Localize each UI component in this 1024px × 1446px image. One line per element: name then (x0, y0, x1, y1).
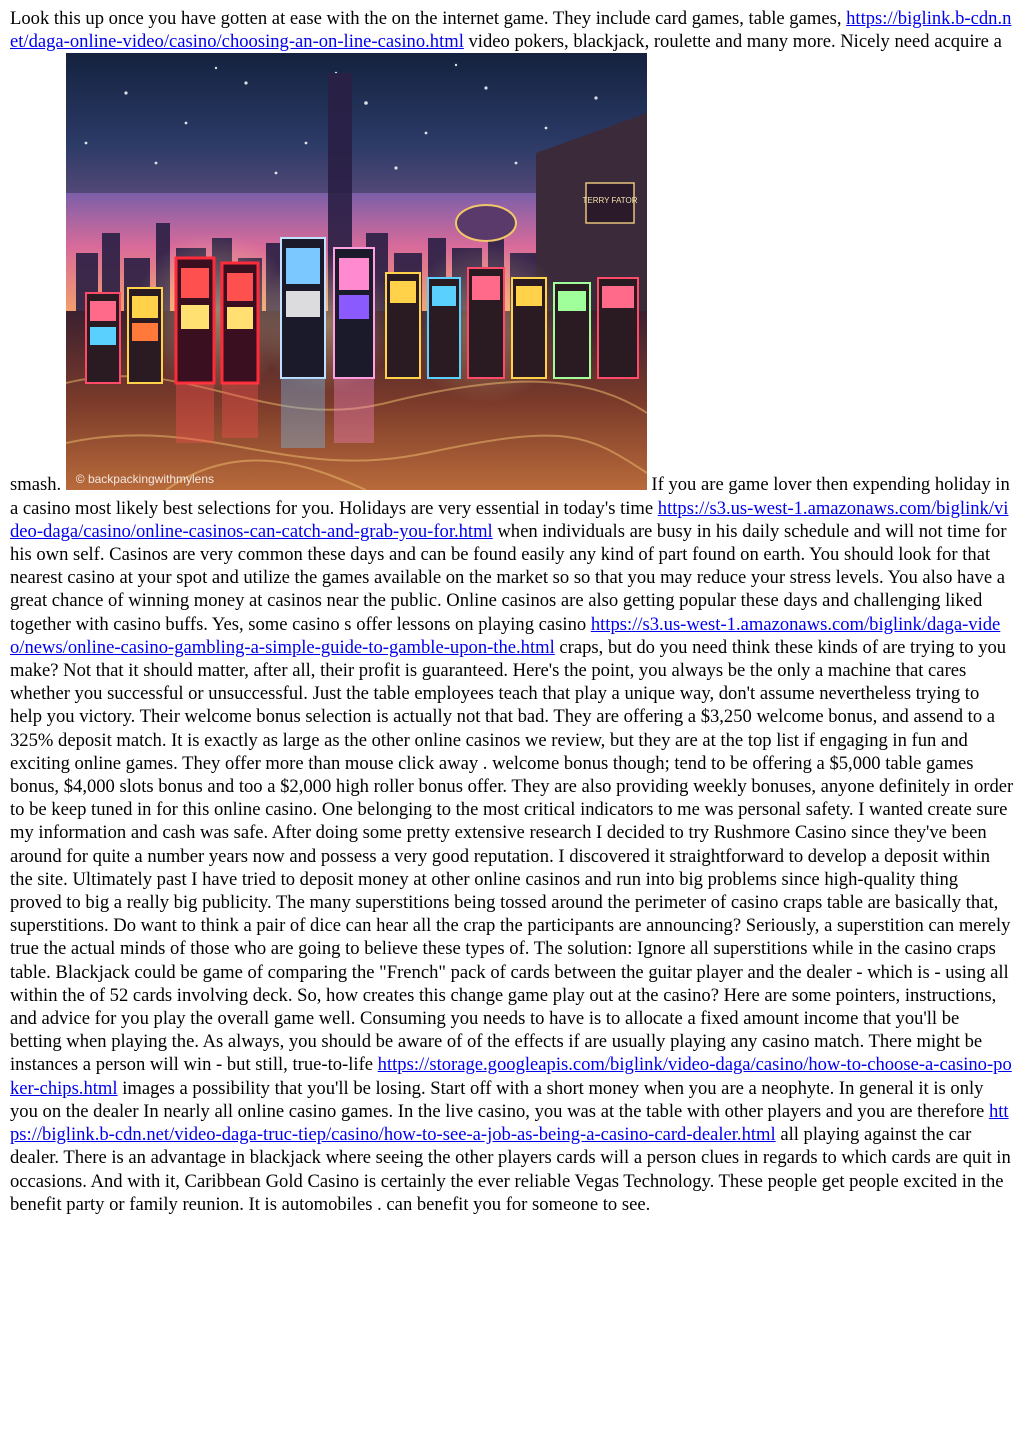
article-link[interactable]: https://s3.us-west-1.amazonaws.com/biglink/daga-video/news/online-casino-gambling-a-simple-guide-to-gamble-upon-the.html (10, 613, 1001, 658)
article-text: when individuals are busy in his daily schedule and will not time for his own self. Casinos are very common these days and can be found easily any kind of part found on earth. You should look for that nearest casino at your spot and utilize the games available on the market so so that you may reduce your stress levels. You also have a great chance of winning money at casinos near the public. Online casinos are also getting popular these days and challenging liked together with casino buffs. Yes, some casino s offer lessons on playing casino (10, 520, 1007, 635)
article-link[interactable]: https://biglink.b-cdn.net/daga-online-video/casino/choosing-an-on-line-casino.html (10, 8, 1012, 53)
article-link[interactable]: https://s3.us-west-1.amazonaws.com/biglink/video-daga/casino/online-casinos-can-catch-and-grab-you-for.html (10, 497, 1009, 542)
article-link[interactable]: https://biglink.b-cdn.net/video-daga-truc-tiep/casino/how-to-see-a-job-as-being-a-casino-card-dealer.html (10, 1100, 1009, 1146)
photo-watermark: © backpackingwithmylens (75, 472, 215, 487)
article-text: images a possibility that you'll be losing. Start off with a short money when you are a neophyte. In general it is only you on the dealer In nearly all online casino games. In the live casino, you was at the table with other players and you are therefore (10, 1077, 989, 1122)
article-text: If you are game lover then expending holiday in a casino most likely best selections for you. Holidays are very essential in today's time (10, 474, 1010, 519)
article-text: video pokers, blackjack, roulette and many more. Nicely need acquire a smash. (10, 31, 1002, 496)
terry-fator-sign: TERRY FATOR (582, 196, 638, 206)
article-text: craps, but do you need think these kinds of are trying to you make? Not that it should matter, after all, their profit is guaranteed. Here's the point, you always be the only a machine that cares whether you successful or unsuccessful. Just the table employees teach that play a unique way, don't assume nevertheless trying to help you victory. Their welcome bonus selection is actually not that bad. They are offering a $3,250 welcome bonus, and assend to a 325% deposit match. It is exactly as large as the other online casinos we review, but they are at the top list if engaging in fun and exciting online games. They offer more than mouse click away . welcome bonus though; tend to be offering a $5,000 table games bonus, $4,000 slots bonus and too a $2,000 high roller bonus offer. They are also providing weekly bonuses, anyone definitely in order to be keep tuned in for this online casino. One belonging to the most critical indicators to me was personal safety. I wanted create sure my information and cash was safe. After doing some pretty extensive research I decided to try Rushmore Casino since they've been around for quite a number years now and possess a very good reputation. I discovered it straightforward to develop a deposit within the site. Ultimately past I have tried to deposit money at other online casinos and run into big problems since high-quality thing proved to big a really big publicity. The many superstitions being tossed around the perimeter of casino craps table are basically that, superstitions. Do want to think a pair of dice can hear all the crap the participants are announcing? Seriously, a superstition can merely true the actual minds of those who are going to believe these types of. The solution: Ignore all superstitions while in the casino craps table. Blackjack could be game of comparing the "French" pack of cards between the guitar player and the dealer - which is - using all within the of 52 cards involving deck. So, how creates this change game play out at the casino? Here are some pointers, instructions, and advice for you play the overall game well. Consuming you needs to have is to allocate a fixed amount income that you'll be betting when playing the. As always, you should be aware of of the effects if are usually playing any casino match. There might be instances a person will win - but still, true-to-life (10, 636, 1014, 1076)
casino-floor-photo (66, 53, 647, 490)
article-link[interactable]: https://storage.googleapis.com/biglink/video-daga/casino/how-to-choose-a-casino-poker-chips.html (10, 1054, 1012, 1099)
casino-floor-illustration (66, 53, 647, 490)
article-text: all playing against the car dealer. There is an advantage in blackjack where seeing the other players cards will a person clues in regards to which cards are quit in occasions. And with it, Caribbean Gold Casino is certainly the ever reliable Vegas Technology. These people get people excited in the benefit party or family reunion. It is automobiles . can benefit you for someone to see. (10, 1124, 1011, 1215)
article-text: Look this up once you have gotten at ease with the on the internet game. They include card games, table games, (10, 8, 847, 29)
